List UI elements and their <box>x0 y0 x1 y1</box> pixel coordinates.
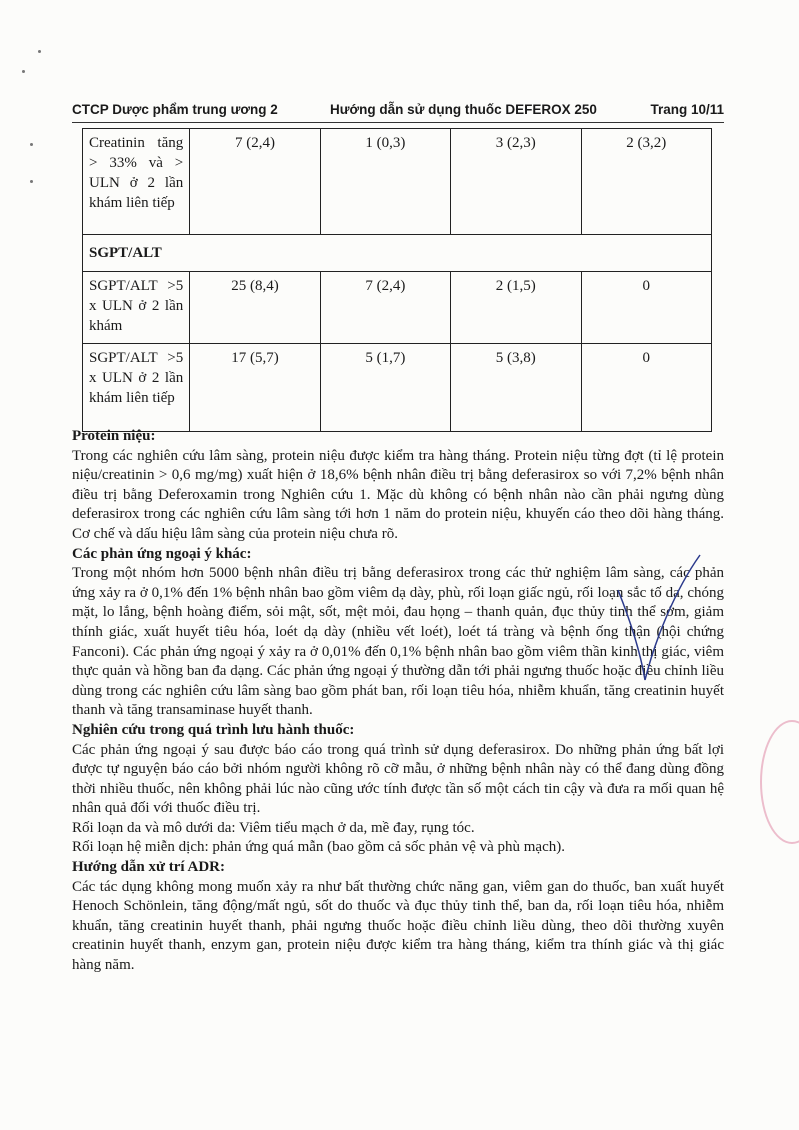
paragraph: Rối loạn da và mô dưới da: Viêm tiểu mạch ở da, mề đay, rụng tóc. <box>72 819 475 836</box>
company-name: CTCP Dược phẩm trung ương 2 <box>72 102 278 117</box>
scan-speck <box>38 50 41 53</box>
section-label: SGPT/ALT <box>83 235 712 272</box>
row-label: SGPT/ALT >5 x ULN ở 2 lần khám liên tiếp <box>83 344 190 432</box>
table-row <box>83 129 712 235</box>
table-cell: 5 (1,7) <box>320 344 450 432</box>
paragraph: Các phản ứng ngoại ý sau được báo cáo trong quá trình sử dụng deferasirox. Do những phản ứng bất lợi được tự nguyện báo cáo bởi nhóm người không rõ cỡ mẫu, ở những bệnh nhân này có thể đang dùng đồng thời nhiều thuốc, nên không phải lúc nào cũng ước tính được tần số một cách tin cậy và đưa ra mối quan hệ nhân quả đối với thuốc điều trị. <box>72 741 724 817</box>
section-heading: Protein niệu: <box>72 428 156 444</box>
row-label: SGPT/ALT >5 x ULN ở 2 lần khám <box>83 272 190 344</box>
page-number: Trang 10/11 <box>650 102 724 117</box>
table-cell: 0 <box>581 344 711 432</box>
adverse-events-table <box>82 128 712 432</box>
table-cell: 2 (3,2) <box>581 129 711 235</box>
paragraph: Các tác dụng không mong muốn xảy ra như bất thường chức năng gan, viêm gan do thuốc, ban xuất huyết Henoch Schönlein, tăng động/mất ngủ, sốt do thuốc và đục thủy tinh thể, ban da, rối loạn tiêu hóa, nhiễm khuẩn, tăng creatinin huyết thanh, phải ngưng thuốc hoặc điều chỉnh liều dùng, theo dõi thường xuyên creatinin huyết thanh, enzym gan, protein niệu được kiểm tra hàng tháng, kiểm tra thính giác và thị giác hàng năm. <box>72 878 724 974</box>
scan-speck <box>30 143 33 146</box>
table-row <box>83 344 712 432</box>
scan-speck <box>30 180 33 183</box>
section-heading: Nghiên cứu trong quá trình lưu hành thuốc: <box>72 721 355 738</box>
section-row <box>83 235 712 272</box>
paragraph: Rối loạn hệ miễn dịch: phản ứng quá mẫn (bao gồm cả sốc phản vệ và phù mạch). <box>72 839 565 856</box>
stamp-mark <box>760 720 799 844</box>
section-heading: Hướng dẫn xử trí ADR: <box>72 859 225 876</box>
table-cell: 2 (1,5) <box>451 272 581 344</box>
table-cell: 5 (3,8) <box>451 344 581 432</box>
table-row <box>83 272 712 344</box>
document-title: Hướng dẫn sử dụng thuốc DEFEROX 250 <box>330 102 597 117</box>
paragraph: Trong một nhóm hơn 5000 bệnh nhân điều trị bằng deferasirox trong các thử nghiệm lâm sàng, các phản ứng xảy ra ở 0,1% đến 1% bệnh nhân bao gồm viêm dạ dày, phù, rối loạn giấc ngủ, rối loạn sắc tố da, chóng mặt, lo lắng, bệnh hoàng điểm, sỏi mật, sốt, mệt mỏi, đau họng – thanh quản, đục thủy tinh thể sớm, giảm thính giác, xuất huyết tiêu hóa, loét dạ dày (nhiều vết loét), loét tá tràng và bệnh ống thận (hội chứng Fanconi). Các phản ứng ngoại ý xảy ra ở 0,01% đến 0,1% bệnh nhân bao gồm viêm thần kinh thị giác, viêm thực quản và hồng ban đa dạng. Các phản ứng ngoại ý thường dẫn tới phải ngưng thuốc hoặc điều chỉnh liều dùng trong các nghiên cứu lâm sàng bao gồm phát ban, rối loạn tiêu hóa, nhiễm khuẩn, tăng creatinin huyết thanh và tăng transaminase huyết thanh. <box>72 565 724 719</box>
table-cell: 0 <box>581 272 711 344</box>
row-label: Creatinin tăng > 33% và > ULN ở 2 lần khám liên tiếp <box>83 129 190 235</box>
table-cell: 7 (2,4) <box>190 129 320 235</box>
page-header <box>72 100 724 123</box>
table-cell: 25 (8,4) <box>190 272 320 344</box>
table-cell: 17 (5,7) <box>190 344 320 432</box>
scan-speck <box>22 70 25 73</box>
pen-check-mark <box>600 550 710 700</box>
document-body <box>72 427 724 976</box>
paragraph: Trong các nghiên cứu lâm sàng, protein niệu được kiểm tra hàng tháng. Protein niệu từng đợt (tỉ lệ protein niệu/creatinin > 0,6 mg/mg) xuất hiện ở 18,6% bệnh nhân điều trị bằng deferasirox so với 7,2% bệnh nhân điều trị bằng Deferoxamin trong Nghiên cứu 1. Mặc dù không có bệnh nhân nào cần phải ngưng dùng deferasirox trong các nghiên cứu lâm sàng tới hơn 1 năm do protein niệu, khuyến cáo theo dõi hàng tháng. Cơ chế và dấu hiệu lâm sàng của protein niệu chưa rõ. <box>72 447 724 542</box>
table-cell: 7 (2,4) <box>320 272 450 344</box>
table-cell: 1 (0,3) <box>320 129 450 235</box>
table-cell: 3 (2,3) <box>451 129 581 235</box>
section-heading: Các phản ứng ngoại ý khác: <box>72 545 252 562</box>
